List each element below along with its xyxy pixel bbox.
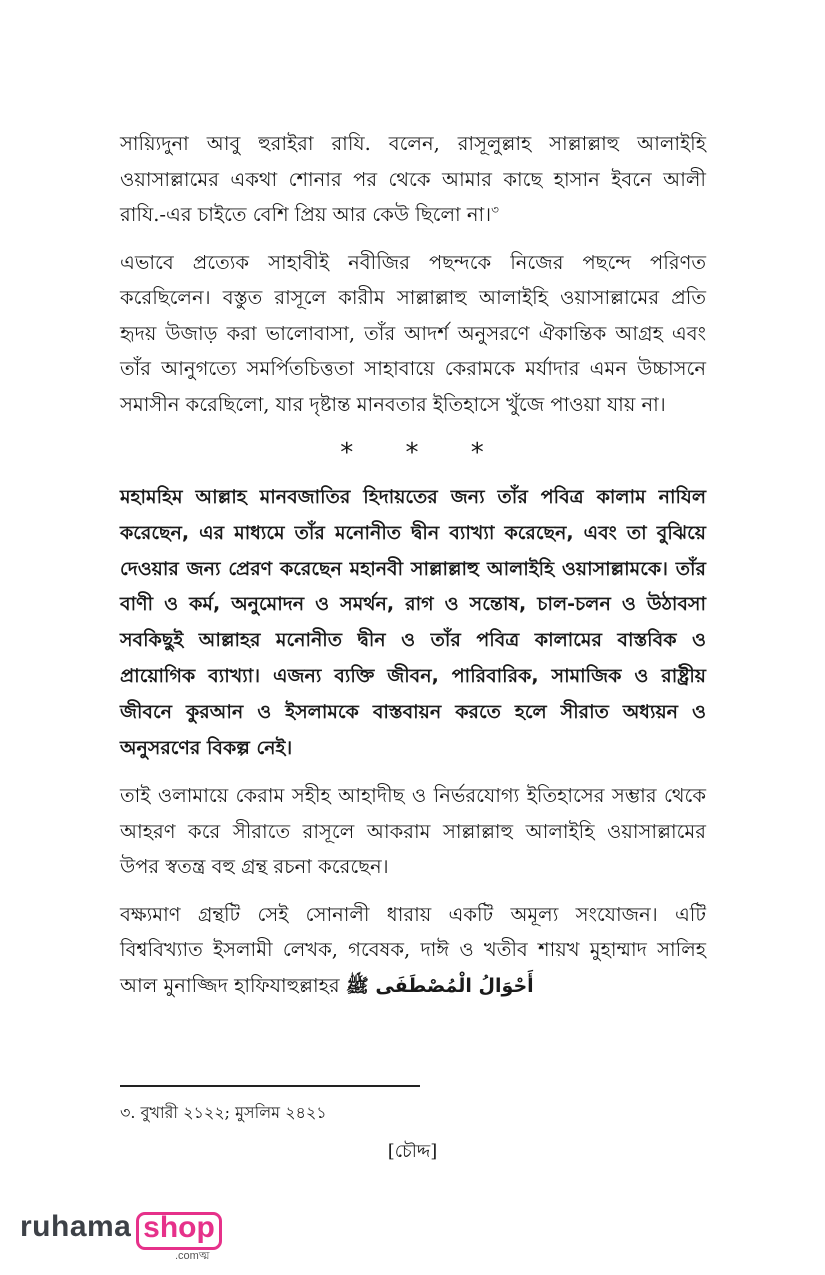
- paragraph-5-text: বক্ষ্যমাণ গ্রন্থটি সেই সোনালী ধারায় একটি অমূল্য সংযোজন। এটি বিশ্ববিখ্যাত ইসলামী লেখক, গবেষক, দাঈ ও খতীব শায়খ মুহাম্মাদ সালিহ আল মুনাজ্জিদ হাফিযাহুল্লাহর: [120, 902, 706, 997]
- page-body: [120, 126, 706, 1016]
- paragraph-5: [120, 897, 706, 1005]
- ruhamashop-logo[interactable]: [20, 1210, 240, 1260]
- paragraph-4: তাই ওলামায়ে কেরাম সহীহ আহাদীছ ও নির্ভরযোগ্য ইতিহাসের সম্ভার থেকে আহরণ করে সীরাতে রাসূলে আকরাম সাল্লাল্লাহু আলাইহি ওয়াসাল্লামের উপর স্বতন্ত্র বহু গ্রন্থ রচনা করেছেন।: [120, 784, 706, 879]
- logo-ruhama-text: ruhama: [20, 1210, 132, 1243]
- paragraph-1-text: সায়্যিদুনা আবু হুরাইরা রাযি. বলেন, রাসূলুল্লাহ সাল্লাল্লাহু আলাইহি ওয়াসাল্লামের একথা শোনার পর থেকে আমার কাছে হাসান ইবনে আলী রাযি.-এর চাইতে বেশি প্রিয় আর কেউ ছিলো না।: [120, 132, 706, 226]
- section-separator: * * *: [340, 438, 506, 468]
- footnote-divider: [120, 1085, 420, 1087]
- arabic-book-title: أَحْوَالُ الْمُصْطَفَى ﷺ: [345, 974, 534, 997]
- footnote: ৩. বুখারী ২১২২; মুসলিম ২৪২১: [120, 1103, 327, 1122]
- page-number: [চৌদ্দ]: [387, 1141, 438, 1162]
- logo-shop-text: shop: [143, 1211, 215, 1244]
- paragraph-3: মহামহিম আল্লাহ মানবজাতির হিদায়তের জন্য তাঁর পবিত্র কালাম নাযিল করেছেন, এর মাধ্যমে তাঁর মনোনীত দ্বীন ব্যাখ্যা করেছেন, এবং তা বুঝিয়ে দেওয়ার জন্য প্রেরণ করেছেন মহানবী সাল্লাল্লাহু আলাইহি ওয়াসাল্লামকে। তাঁর বাণী ও কর্ম, অনুমোদন ও সমর্থন, রাগ ও সন্তোষ, চাল-চলন ও উঠাবসা সবকিছুই আল্লাহর মনোনীত দ্বীন ও তাঁর পবিত্র কালামের বাস্তবিক ও প্রায়োগিক ব্যাখ্যা। এজন্য ব্যক্তি জীবন, পারিবারিক, সামাজিক ও রাষ্ট্রীয় জীবনে কুরআন ও ইসলামকে বাস্তবায়ন করতে হলে সীরাত অধ্যয়ন ও অনুসরণের বিকল্প নেই।: [120, 486, 706, 759]
- logo-shop-badge: [136, 1212, 222, 1250]
- logo-com-text: .comত্ম: [175, 1250, 210, 1262]
- paragraph-1: [120, 126, 706, 233]
- paragraph-2: এভাবে প্রত্যেক সাহাবীই নবীজির পছন্দকে নিজের পছন্দে পরিণত করেছিলেন। বস্তুত রাসূলে কারীম সাল্লাল্লাহু আলাইহি ওয়াসাল্লামের প্রতি হৃদয় উজাড় করা ভালোবাসা, তাঁর আদর্শ অনুসরণে ঐকান্তিক আগ্রহ এবং তাঁর আনুগত্যে সমর্পিতচিত্ততা সাহাবায়ে কেরামকে মর্যাদার এমন উচ্চাসনে সমাসীন করেছিলো, যার দৃষ্টান্ত মানবতার ইতিহাসে খুঁজে পাওয়া যায় না।: [120, 250, 706, 416]
- footnote-ref[interactable]: ৩: [491, 202, 499, 217]
